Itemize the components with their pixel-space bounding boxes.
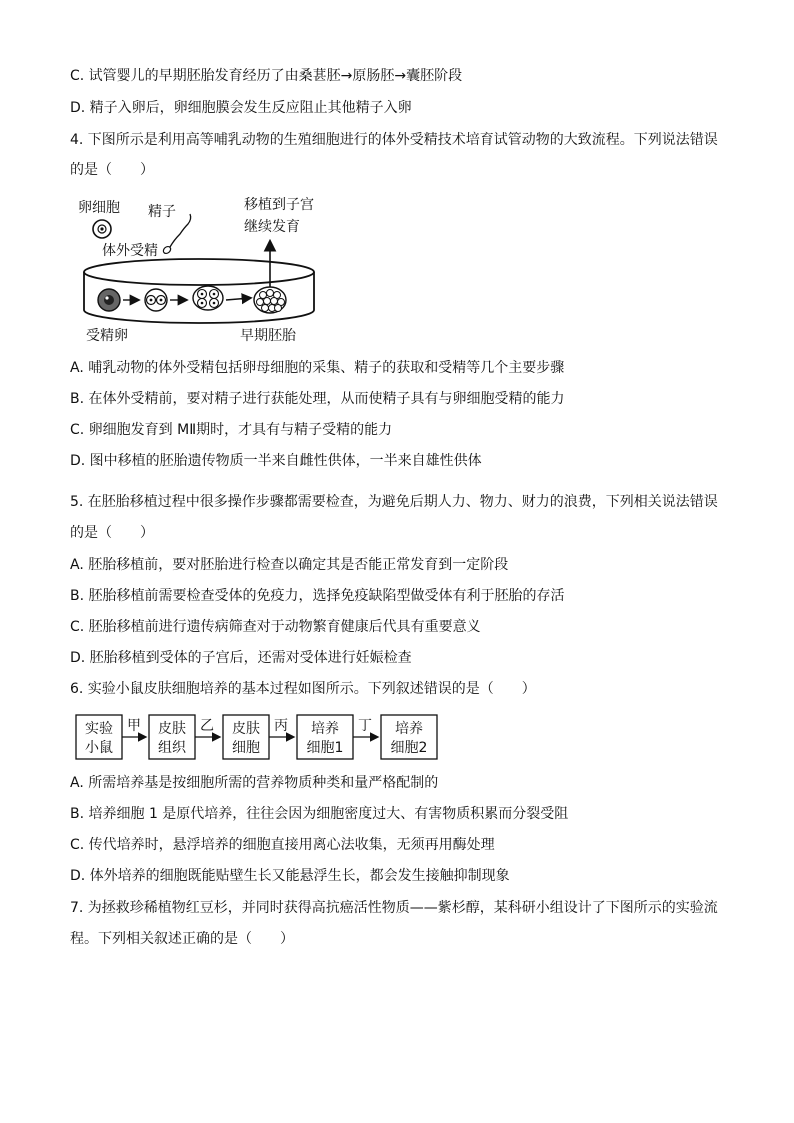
svg-text:甲: 甲 — [127, 718, 141, 734]
ivf-diagram — [74, 192, 344, 348]
option-5d: D. 胚胎移植到受体的子宫后，还需对受体进行妊娠检查 — [70, 650, 412, 666]
option-6b: B. 培养细胞 1 是原代培养，往往会因为细胞密度过大、有害物质积累而分裂受阻 — [70, 806, 569, 822]
svg-text:细胞2: 细胞2 — [390, 740, 428, 756]
option-4d: D. 图中移植的胚胎遗传物质一半来自雌性供体，一半来自雄性供体 — [70, 453, 482, 469]
svg-text:培养: 培养 — [311, 721, 339, 737]
early-embryo-icon — [254, 287, 286, 313]
svg-text:组织: 组织 — [158, 740, 186, 756]
option-4a: A. 哺乳动物的体外受精包括卵母细胞的采集、精子的获取和受精等几个主要步骤 — [70, 360, 565, 376]
option-4b: B. 在体外受精前，要对精子进行获能处理，从而使精子具有与卵细胞受精的能力 — [70, 391, 565, 407]
option-5b: B. 胚胎移植前需要检查受体的免疫力，选择免疫缺陷型做受体有利于胚胎的存活 — [70, 588, 565, 604]
option-6d: D. 体外培养的细胞既能贴壁生长又能悬浮生长，都会发生接触抑制现象 — [70, 868, 510, 884]
two-cell-embryo-icon — [145, 289, 167, 311]
text-line-c-q3: C. 试管婴儿的早期胚胎发育经历了由桑葚胚→原肠胚→囊胚阶段 — [70, 68, 463, 84]
svg-text:培养: 培养 — [395, 721, 423, 737]
zygote-label: 受精卵 — [86, 328, 128, 344]
cell-culture-flow-diagram — [74, 712, 444, 764]
question-4-stem: 4. 下图所示是利用高等哺乳动物的生殖细胞进行的体外受精技术培育试管动物的大致流程。下列说法错误 — [70, 132, 718, 148]
question-6-stem: 6. 实验小鼠皮肤细胞培养的基本过程如图所示。下列叙述错误的是（ ） — [70, 681, 536, 697]
question-5-stem-cont: 的是（ ） — [70, 525, 154, 541]
option-5a: A. 胚胎移植前，要对胚胎进行检查以确定其是否能正常发育到一定阶段 — [70, 557, 509, 573]
question-7-stem: 7. 为拯救珍稀植物红豆杉，并同时获得高抗癌活性物质——紫杉醇，某科研小组设计了下图所示的实验流 — [70, 900, 718, 916]
question-4-stem-cont: 的是（ ） — [70, 162, 154, 178]
option-6c: C. 传代培养时，悬浮培养的细胞直接用离心法收集，无须再用酶处理 — [70, 837, 495, 853]
svg-text:皮肤: 皮肤 — [232, 721, 260, 737]
option-4c: C. 卵细胞发育到 MⅡ期时，才具有与精子受精的能力 — [70, 422, 393, 438]
four-cell-embryo-icon — [193, 286, 223, 310]
question-7-stem-cont: 程。下列相关叙述正确的是（ ） — [70, 931, 294, 947]
sperm-icon — [162, 214, 191, 255]
sperm-label: 精子 — [148, 204, 176, 220]
svg-text:实验: 实验 — [85, 721, 113, 737]
transplant-label-1: 移植到子宫 — [244, 197, 314, 213]
svg-text:细胞: 细胞 — [232, 740, 260, 756]
egg-label: 卵细胞 — [78, 200, 120, 216]
egg-cell-icon — [93, 220, 111, 238]
ivf-label: 体外受精 — [102, 243, 158, 259]
question-5-stem: 5. 在胚胎移植过程中很多操作步骤都需要检查，为避免后期人力、物力、财力的浪费，下列相关说法错误 — [70, 494, 718, 510]
svg-text:细胞1: 细胞1 — [306, 740, 344, 756]
svg-text:皮肤: 皮肤 — [158, 721, 186, 737]
zygote-icon — [98, 289, 120, 311]
option-5c: C. 胚胎移植前进行遗传病筛查对于动物繁育健康后代具有重要意义 — [70, 619, 481, 635]
option-6a: A. 所需培养基是按细胞所需的营养物质种类和量严格配制的 — [70, 775, 439, 791]
svg-text:丙: 丙 — [274, 718, 288, 734]
svg-text:小鼠: 小鼠 — [85, 740, 113, 756]
svg-text:丁: 丁 — [358, 718, 372, 734]
svg-text:乙: 乙 — [200, 718, 214, 734]
early-embryo-label: 早期胚胎 — [240, 328, 296, 344]
transplant-label-2: 继续发育 — [244, 219, 300, 235]
text-line-d-q3: D. 精子入卵后，卵细胞膜会发生反应阻止其他精子入卵 — [70, 100, 412, 116]
